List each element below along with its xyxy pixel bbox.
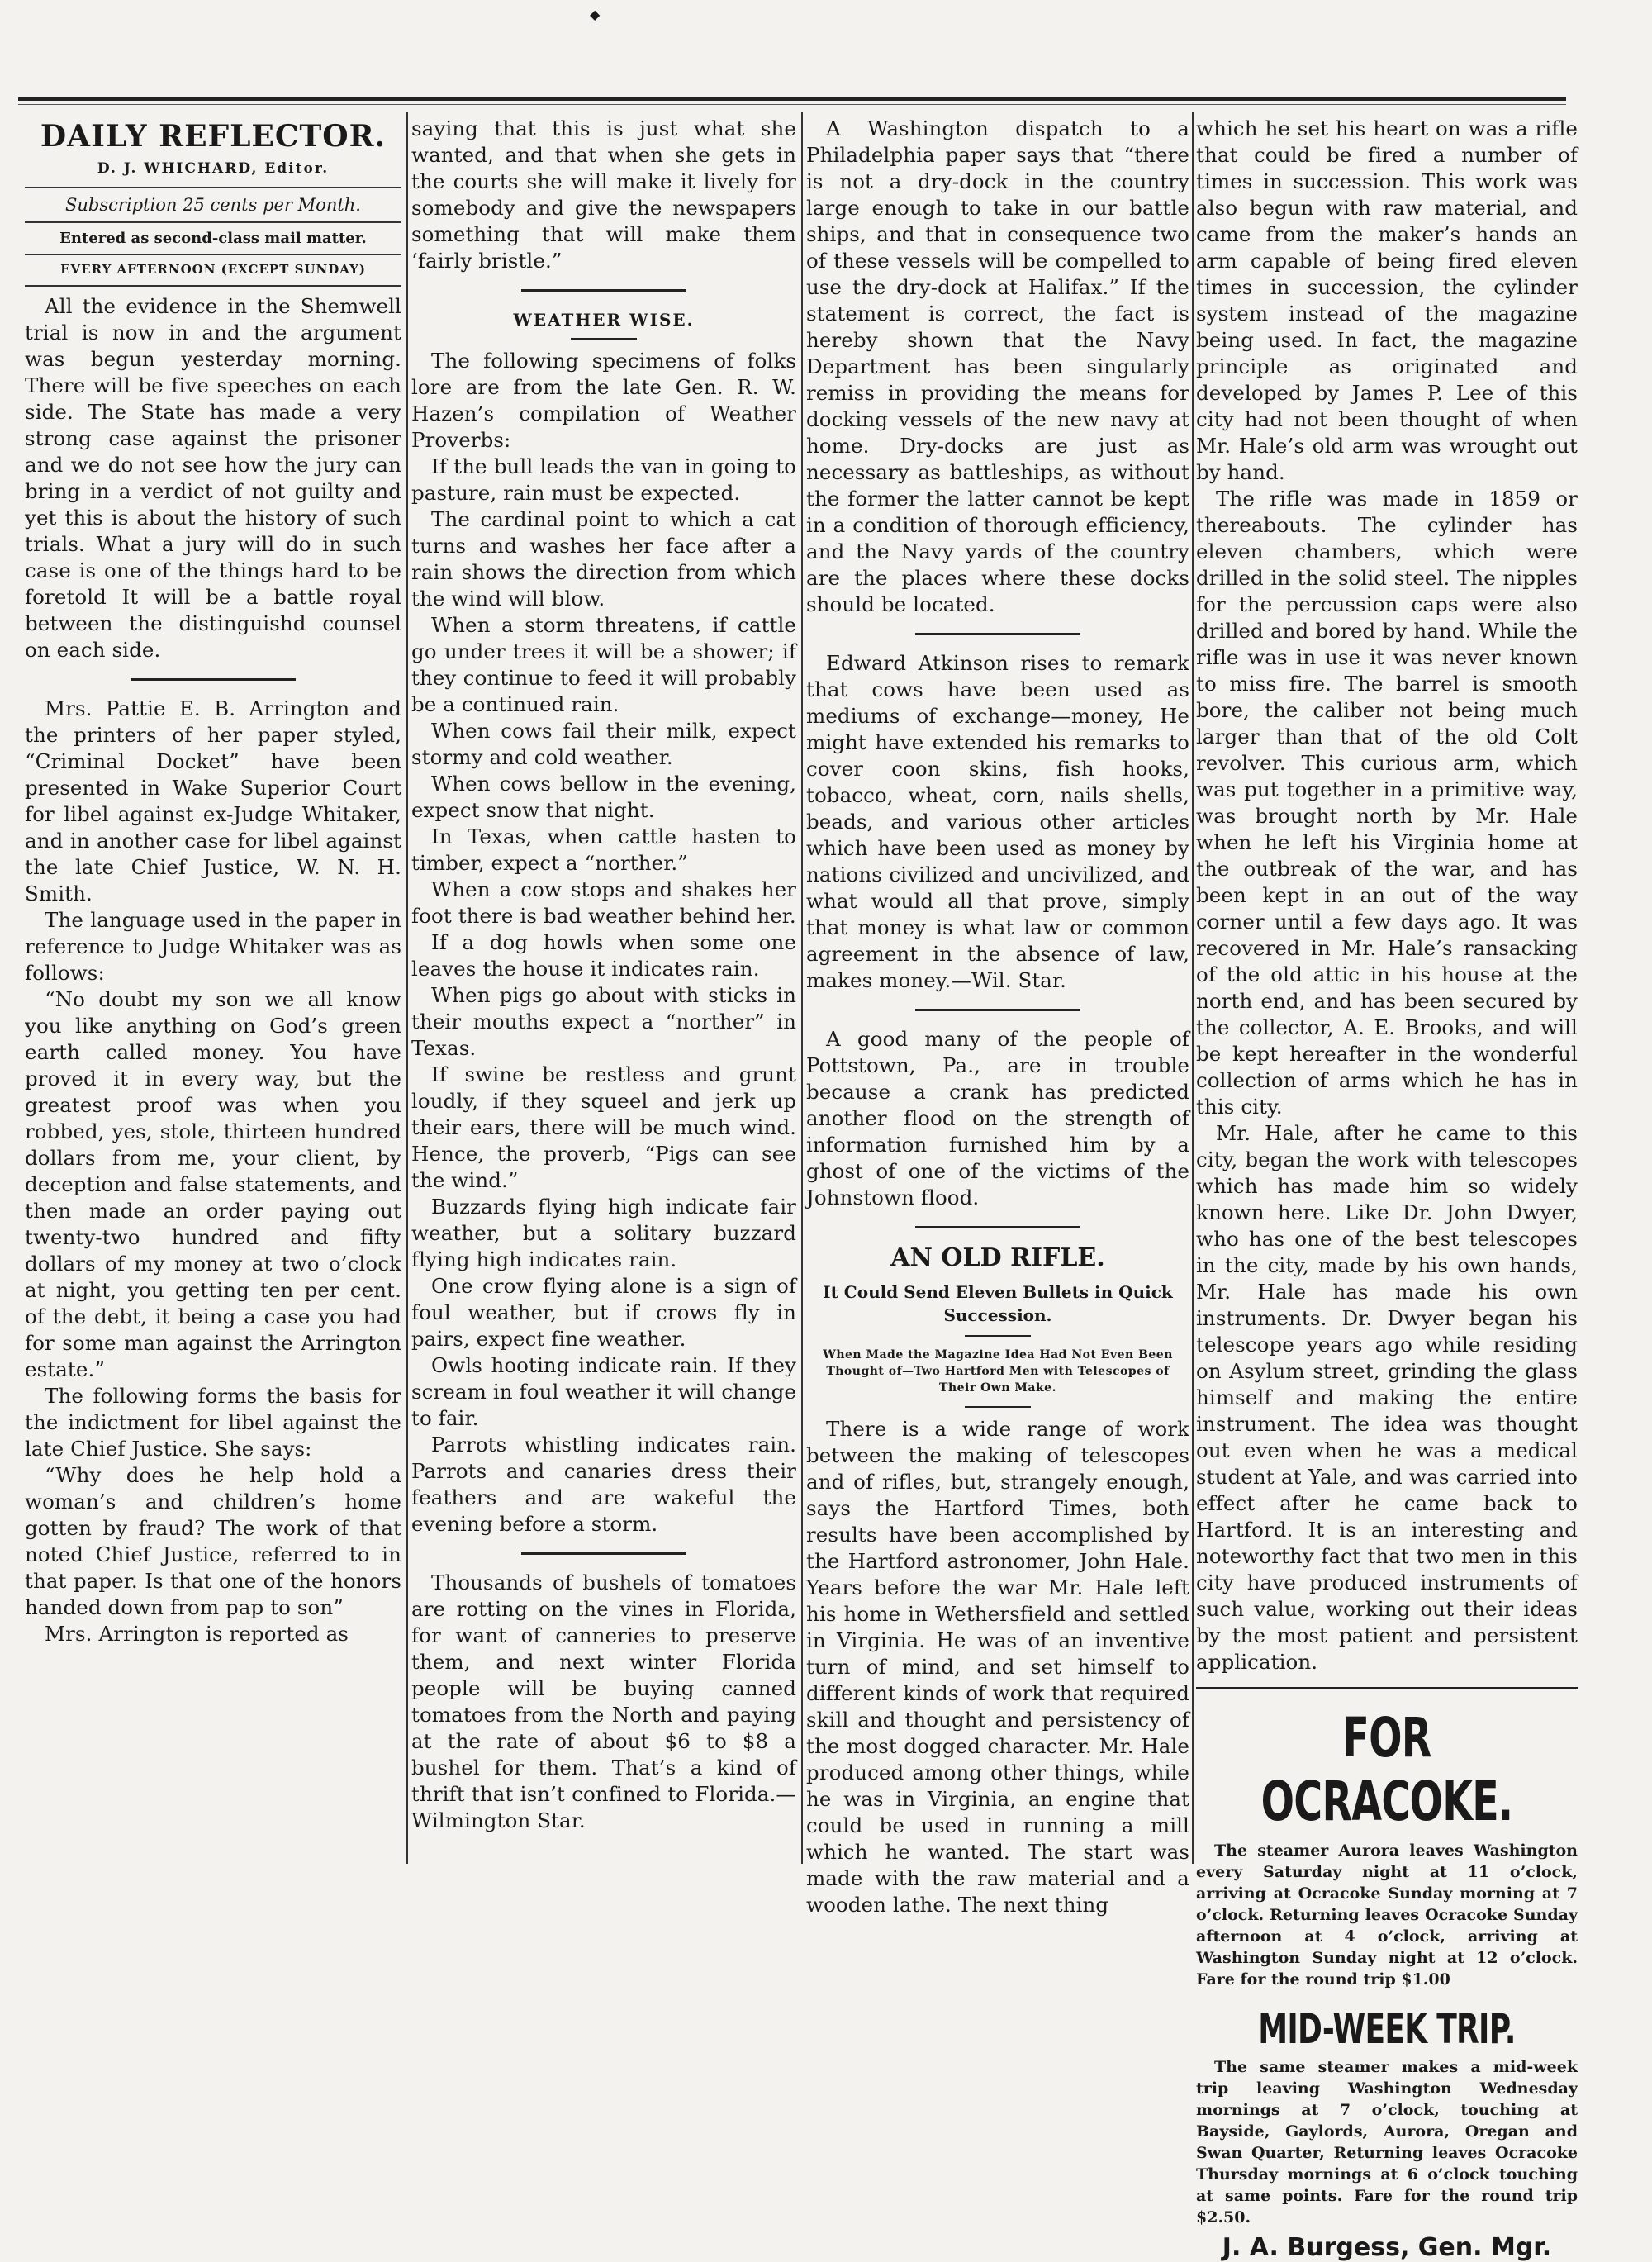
- weather-proverb: Buzzards flying high indicate fair weather, but a solitary buzzard flying high indicates rain.: [411, 1195, 796, 1271]
- article-dry-dock: A Washington dispatch to a Philadelphia paper says that “there is not a dry-dock in the country large enough to take in our battle ships, and that in consequence two of these vessels will be compelled to use the dry-dock at Halifax.” If the statement is correct, the fact is hereby shown that the Navy Department has been singularly remiss in providing the means for docking vessels of the new navy at home. Dry-docks are just as necessary as battleships, as without the former the latter cannot be kept in a condition of thorough efficiency, and the Navy yards of the country are the places where these docks should be located.: [806, 116, 1189, 616]
- article-shemwell-trial: All the evidence in the Shemwell trial is now in and the argument was begun yesterday morning. There will be five speeches on each side. The State has made a very strong case against the prisoner and we do not see how the jury can bring in a verdict of not guilty and yet this is about the history of such trials. What a jury will do in such case is one of the things hard to be foretold It will be a battle royal between the distinguishd counsel on each side.: [25, 294, 401, 662]
- rule: [25, 187, 401, 188]
- weather-proverb: When pigs go about with sticks in their mouths expect a “norther” in Texas.: [411, 983, 796, 1060]
- masthead-editor: D. J. WHICHARD, Editor.: [97, 160, 330, 177]
- column-2: [411, 116, 796, 1859]
- separator: [915, 1226, 1080, 1228]
- old-rifle-cont-3: Mr. Hale, after he came to this city, began the work with telescopes which has made him so widely known here. Like Dr. John Dwyer, who has one of the best telescopes in the city, made by his own hands, Mr. Hale has made his own instruments. Dr. Dwyer began his telescope years ago while residing on Asylum street, grinding the glass himself and making the entire instrument. The idea was thought out even when he was a medical student at Yale, and was carried into effect after he came back to Hartford. It is an interesting and noteworthy fact that two men in this city have produced instruments of such value, working out their ideas by the most patient and persistent application.: [1196, 1121, 1578, 1674]
- ad-title-midweek: MID-WEEK TRIP.: [1258, 2005, 1516, 2053]
- weather-proverb: If the bull leads the van in going to pasture, rain must be expected.: [411, 454, 796, 505]
- old-rifle-cont: which he set his heart on was a rifle that could be fired a number of times in succession. This work was also begun with raw material, and came from the maker’s hands an arm capable of being fired eleven times in succession, the cylinder system instead of the magazine being used. In fact, the magazine principle as originated and developed by James P. Lee of this city had not been thought of when Mr. Hale’s old arm was wrought out by hand.: [1196, 116, 1578, 484]
- old-rifle-subheading: It Could Send Eleven Bullets in Quick Succession.: [823, 1282, 1173, 1325]
- weather-proverb: The cardinal point to which a cat turns and washes her face after a rain shows the direction from which the wind will blow.: [411, 507, 796, 611]
- weather-proverb: Parrots whistling indicates rain. Parrots and canaries dress their feathers and are wakeful the evening before a storm.: [411, 1433, 796, 1536]
- weather-wise-heading: WEATHER WISE.: [513, 310, 695, 330]
- weather-proverb: When a storm threatens, if cattle go under trees it will be a shower; if they continue to feed it will probably be a continued rain.: [411, 613, 796, 716]
- article-florida-tomatoes: Thousands of bushels of tomatoes are rotting on the vines in Florida, for want of canneries to preserve them, and next winter Florida people will be buying canned tomatoes from the North and paying at the rate of about $6 to $8 a bushel for them. That’s a kind of thrift that isn’t confined to Florida.—Wilmington Star.: [411, 1571, 796, 1832]
- article-arrington-libel: Mrs. Pattie E. B. Arrington and the printers of her paper styled, “Criminal Docket” have been presented in Wake Superior Court for libel against ex-Judge Whitaker, and in another case for libel against the late Chief Justice, W. N. H. Smith.: [25, 696, 401, 905]
- old-rifle-cont-2: The rifle was made in 1859 or thereabouts. The cylinder has eleven chambers, which were drilled in the solid steel. The nipples for the percussion caps were also drilled and bored by hand. While the rifle was in use it was never known to miss fire. The barrel is smooth bore, the caliber not being much larger than that of the old Colt revolver. This curious arm, which was put together in a primitive way, was brought north by Mr. Hale when he left his Virginia home at the outbreak of the war, and has been kept in an out of the way corner until a few days ago. It was recovered in Mr. Hale’s ransacking of the old attic in his house at the north end, and has been secured by the collector, A. E. Brooks, and will be kept hereafter in the wonderful collection of arms which he has in this city.: [1196, 487, 1578, 1119]
- column-3: [806, 116, 1189, 1917]
- weather-intro: The following specimens of folks lore are from the late Gen. R. W. Hazen’s compilation of Weather Proverbs:: [411, 349, 796, 452]
- ad-text-ocracoke: The steamer Aurora leaves Washington every Saturday night at 11 o’clock, arriving at Ocracoke Sunday morning at 7 o’clock. Returning leaves Ocracoke Sunday afternoon at 4 o’clock, arriving at Washington Sunday night at 12 o’clock. Fare for the round trip $1.00: [1196, 1841, 1578, 1989]
- old-rifle-body: There is a wide range of work between the making of telescopes and of rifles, but, strangely enough, says the Hartford Times, both results have been accomplished by the Hartford astronomer, John Hale. Years before the war Mr. Hale left his home in Wethersfield and settled in Virginia. He was of an inventive turn of mind, and set himself to different kinds of work that required skill and thought and persistency of the most dogged character. Mr. Hale produced among other things, while he was in Virginia, an engine that could be used in running a mill which he wanted. The start was made with the raw material and a wooden lathe. The next thing: [806, 1417, 1189, 1917]
- top-rule-thin: [18, 104, 1566, 105]
- article-arrington-p5: The following forms the basis for the indictment for libel against the late Chief Justice. She says:: [25, 1384, 401, 1461]
- separator: [521, 289, 686, 292]
- ad-text-midweek: The same steamer makes a mid-week trip leaving Washington Wednesday mornings at 7 o’clock, touching at Bayside, Gaylords, Aurora, Oregan and Swan Quarter, Returning leaves Ocracoke Thursday mornings at 6 o’clock touching at same points. Fare for the round trip $2.50.: [1196, 2058, 1578, 2226]
- article-arrington-quote2: “Why does he help hold a woman’s and children’s home gotten by fraud? The work of that noted Chief Justice, referred to in that paper. Is that one of the honors handed down from pap to son”: [25, 1463, 401, 1619]
- article-arrington-cont: saying that this is just what she wanted, and that when she gets in the courts she will make it lively for somebody and give the newspapers something that will make them ‘fairly bristle.”: [411, 116, 796, 273]
- masthead-title: DAILY REFLECTOR.: [40, 119, 387, 154]
- schedule-line: EVERY AFTERNOON (EXCEPT SUNDAY): [60, 262, 366, 277]
- separator: [965, 1406, 1031, 1408]
- weather-proverb: One crow flying alone is a sign of foul weather, but if crows fly in pairs, expect fine weather.: [411, 1274, 796, 1351]
- article-arrington-quote1: “No doubt my son we all know you like anything on God’s green earth called money. You have proved it in every way, but the greatest proof was when you robbed, yes, stole, thirteen hundred dollars from me, your client, by deception and false statements, and then made an order paying out twenty-two hundred and fifty dollars of my money at two o’clock at night, you getting ten per cent. of the debt, it being a case you had for some man against the Arrington estate.”: [25, 987, 401, 1381]
- ad-rule: [1196, 1687, 1578, 1689]
- article-arrington-p3: The language used in the paper in reference to Judge Whitaker was as follows:: [25, 908, 401, 985]
- mail-line: Entered as second-class mail matter.: [59, 230, 367, 247]
- separator: [915, 1009, 1080, 1011]
- weather-proverb: Owls hooting indicate rain. If they scream in foul weather it will change to fair.: [411, 1353, 796, 1430]
- ocracoke-advertisement: [1196, 1706, 1578, 2262]
- separator: [521, 1552, 686, 1555]
- weather-proverb: In Texas, when cattle hasten to timber, expect a “norther.”: [411, 824, 796, 875]
- separator: [131, 678, 296, 681]
- column-4: [1196, 116, 1578, 2262]
- column-1: [25, 116, 401, 1859]
- article-arrington-p7: Mrs. Arrington is reported as: [45, 1622, 349, 1646]
- column-divider: [406, 112, 408, 1864]
- separator: [965, 1335, 1031, 1337]
- old-rifle-deck: When Made the Magazine Idea Had Not Even Been Thought of—Two Hartford Men with Telescopes of Their Own Make.: [823, 1348, 1173, 1395]
- ad-signature: J. A. Burgess, Gen. Mgr.: [1222, 2233, 1552, 2262]
- weather-proverb: If swine be restless and grunt loudly, if they squeel and jerk up their ears, there will be much wind. Hence, the proverb, “Pigs can see the wind.”: [411, 1062, 796, 1192]
- weather-proverb: When cows fail their milk, expect stormy and cold weather.: [411, 719, 796, 769]
- weather-proverb: When cows bellow in the evening, expect snow that night.: [411, 772, 796, 822]
- rule: [25, 221, 401, 223]
- article-pottstown: A good many of the people of Pottstown, Pa., are in trouble because a crank has predicted another flood on the strength of information furnished him by a ghost of one of the victims of the Johnstown flood.: [806, 1027, 1189, 1209]
- article-atkinson-cows: Edward Atkinson rises to remark that cows have been used as mediums of exchange—money, He might have extended his remarks to cover coon skins, fish hooks, tobacco, wheat, corn, nails shells, beads, and various other articles which have been used as money by nations civilized and uncivilized, and what would all that prove, simply that money is what law or common agreement in the absence of law, makes money.—Wil. Star.: [806, 651, 1189, 992]
- page-mark-icon: ◆: [590, 7, 601, 22]
- separator: [915, 633, 1080, 635]
- rule: [25, 285, 401, 287]
- top-rule: [18, 97, 1566, 101]
- subscription-line: Subscription 25 cents per Month.: [65, 195, 361, 215]
- column-divider: [1192, 112, 1194, 1864]
- column-divider: [801, 112, 803, 1864]
- ad-title-ocracoke: FOR OCRACOKE.: [1260, 1706, 1513, 1833]
- weather-proverb: When a cow stops and shakes her foot there is bad weather behind her.: [411, 877, 796, 928]
- separator: [571, 338, 637, 340]
- old-rifle-heading: AN OLD RIFLE.: [890, 1243, 1105, 1272]
- rule: [25, 254, 401, 255]
- weather-proverb: If a dog howls when some one leaves the house it indicates rain.: [411, 930, 796, 981]
